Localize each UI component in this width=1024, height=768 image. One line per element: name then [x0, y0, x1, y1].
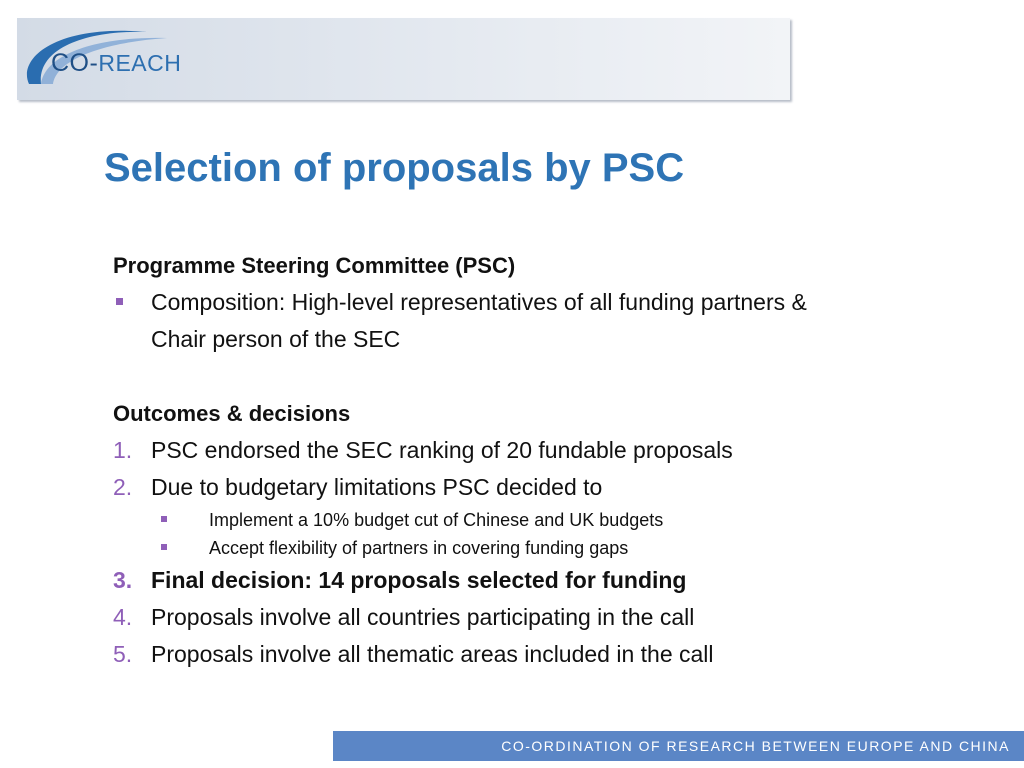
bullet-composition — [113, 284, 993, 321]
item-text: PSC endorsed the SEC ranking of 20 fundable proposals — [151, 437, 733, 463]
sub-bullet-text: Implement a 10% budget cut of Chinese and UK budgets — [209, 510, 664, 530]
item-text: Final decision: 14 proposals selected for funding — [151, 567, 687, 593]
item-number: 3. — [113, 567, 133, 593]
spacer — [113, 358, 993, 396]
section-heading-psc: Programme Steering Committee (PSC) — [113, 253, 516, 278]
sub-bullet-text: Accept flexibility of partners in covering funding gaps — [209, 538, 629, 558]
section-heading-outcomes: Outcomes & decisions — [113, 401, 351, 426]
logo-banner — [17, 18, 790, 100]
item-text: Proposals involve all thematic areas included in the call — [151, 641, 714, 667]
slide-content — [113, 248, 993, 673]
item-text: Proposals involve all countries participating in the call — [151, 604, 695, 630]
logo-text-co: CO- — [51, 49, 99, 77]
bullet-composition-text-1: Composition: High-level representatives of all funding partners & — [151, 289, 807, 315]
numbered-item-3 — [113, 562, 993, 599]
footer-banner: CO-ORDINATION OF RESEARCH BETWEEN EUROPE AND CHINA — [333, 731, 1024, 761]
sub-bullet-1 — [113, 506, 993, 534]
item-text: Due to budgetary limitations PSC decided to — [151, 474, 603, 500]
logo-text — [51, 49, 181, 78]
square-bullet-icon — [161, 544, 167, 550]
numbered-item-4 — [113, 599, 993, 636]
item-number: 1. — [113, 437, 133, 463]
numbered-item-5 — [113, 636, 993, 673]
bullet-composition-text-2: Chair person of the SEC — [151, 326, 401, 352]
slide-title: Selection of proposals by PSC — [104, 146, 685, 190]
numbered-item-2 — [113, 469, 993, 506]
item-number: 5. — [113, 641, 133, 667]
logo-text-reach: REACH — [98, 50, 182, 76]
numbered-item-1 — [113, 432, 993, 469]
square-bullet-icon — [161, 516, 167, 522]
sub-bullet-2 — [113, 534, 993, 562]
item-number: 2. — [113, 474, 133, 500]
item-number: 4. — [113, 604, 133, 630]
square-bullet-icon — [116, 298, 123, 305]
bullet-composition-continued — [113, 321, 993, 358]
